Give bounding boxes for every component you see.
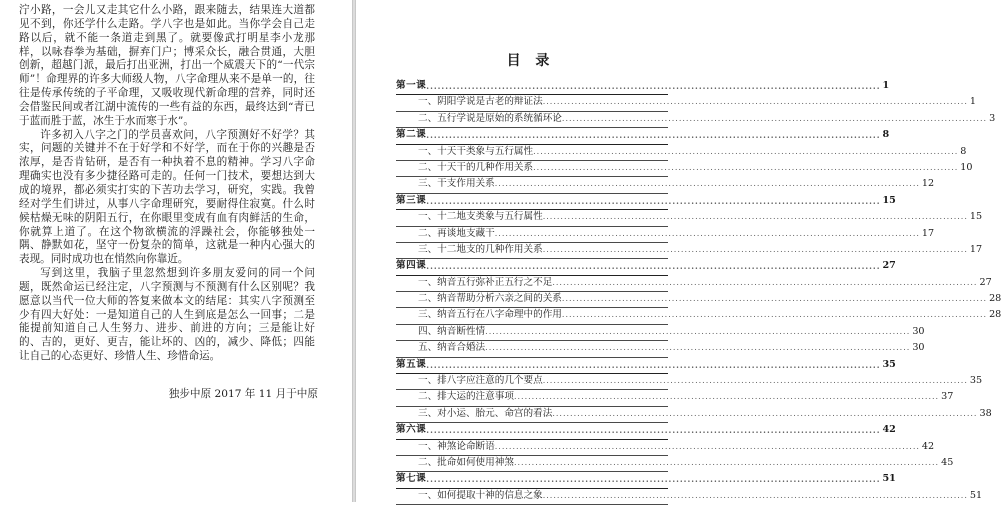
toc-leader-dots: ........................................................................................................................ bbox=[426, 195, 881, 206]
toc-entry-page-number: 1 bbox=[969, 96, 976, 108]
toc-leader-dots: ........................................................................................................................ bbox=[426, 425, 881, 436]
toc-entry-page-number: 27 bbox=[979, 276, 992, 288]
toc-section-entry[interactable] bbox=[396, 276, 992, 292]
toc-section-entry[interactable] bbox=[396, 456, 954, 472]
toc-entry-label: 一、排八字应注意的几个要点 bbox=[418, 375, 543, 387]
toc-section-entry[interactable] bbox=[396, 227, 935, 243]
toc-leader-dots: ........................................................................................................................ bbox=[542, 244, 968, 254]
toc-section-entry[interactable] bbox=[396, 161, 973, 177]
toc-entry-page-number: 12 bbox=[921, 178, 935, 190]
toc-entry-label: 四、纳音断性情 bbox=[418, 325, 486, 337]
toc-entry-page-number: 38 bbox=[979, 407, 992, 419]
toc-leader-dots: ........................................................................................................................ bbox=[542, 212, 968, 222]
toc-lesson-entry[interactable] bbox=[396, 259, 896, 275]
toc-entry-page-number: 15 bbox=[882, 194, 896, 206]
toc-entry-page-number: 45 bbox=[941, 456, 954, 468]
toc-leader-dots: ........................................................................................................................ bbox=[542, 97, 968, 107]
toc-lesson-entry[interactable] bbox=[396, 194, 896, 210]
toc-entry-label: 一、如何提取十神的信息之象 bbox=[418, 489, 543, 501]
toc-entry-page-number: 1 bbox=[882, 79, 890, 91]
toc-section-entry[interactable] bbox=[396, 341, 925, 357]
toc-leader-dots: ........................................................................................................................ bbox=[561, 294, 988, 304]
toc-leader-dots: ........................................................................................................................ bbox=[533, 146, 959, 156]
toc-leader-dots: ........................................................................................................................ bbox=[426, 261, 881, 272]
toc-leader-dots: ........................................................................................................................ bbox=[494, 441, 920, 451]
toc-section-entry[interactable] bbox=[396, 145, 967, 161]
toc-lesson-entry[interactable] bbox=[396, 472, 896, 488]
toc-entry-label: 三、纳音五行在八字命理中的作用 bbox=[418, 309, 562, 321]
toc-entry-page-number: 10 bbox=[960, 161, 973, 173]
toc-entry-page-number: 37 bbox=[941, 391, 954, 403]
toc-section-entry[interactable] bbox=[396, 210, 983, 226]
toc-leader-dots: ........................................................................................................................ bbox=[513, 392, 940, 402]
toc-entry-label: 一、神煞论命断语 bbox=[418, 440, 495, 452]
toc-entry-label: 二、排大运的注意事项 bbox=[418, 391, 514, 403]
toc-entry-page-number: 51 bbox=[882, 473, 896, 485]
toc-entry-label: 一、纳音五行弥补正五行之不足 bbox=[418, 276, 553, 288]
toc-leader-dots: ........................................................................................................................ bbox=[552, 408, 978, 418]
preface-text bbox=[19, 4, 315, 364]
toc-entry-page-number: 15 bbox=[969, 211, 983, 223]
toc-entry-label: 一、十天干类象与五行属性 bbox=[418, 145, 534, 157]
toc-lesson-entry[interactable] bbox=[396, 423, 896, 439]
toc-entry-label: 第六课 bbox=[396, 424, 427, 436]
toc-leader-dots: ........................................................................................................................ bbox=[561, 113, 988, 123]
toc-entry-label: 二、再谈地支藏干 bbox=[418, 227, 495, 239]
toc-leader-dots: ........................................................................................................................ bbox=[533, 162, 959, 172]
toc-entry-page-number: 8 bbox=[882, 129, 890, 141]
toc-entry-page-number: 30 bbox=[912, 342, 925, 354]
toc-leader-dots: ........................................................................................................................ bbox=[426, 80, 881, 91]
toc-entry-label: 三、对小运、胎元、命宫的看法 bbox=[418, 407, 553, 419]
toc-entry-label: 第七课 bbox=[396, 473, 427, 485]
toc-entry-page-number: 42 bbox=[921, 440, 935, 452]
toc-entry-page-number: 17 bbox=[921, 227, 935, 239]
toc-entry-label: 二、五行学说是原始的系统循环论 bbox=[418, 112, 562, 124]
left-page bbox=[0, 0, 352, 502]
toc-entry-label: 第四课 bbox=[396, 260, 427, 272]
table-of-contents bbox=[396, 79, 1001, 505]
paragraph: 泞小路，一会儿又走其它什么小路，跟来随去，结果连大道都见不到，你还学什么走路。学八字也是如此。当你学会自己走路以后，就不能一条道走到黑了。就要像武打明星李小龙那样，以咏春拳为基础，摒弃门户；博采众长，融合贯通，大胆创新，超越门派，最后打出亚洲，打出一个威震天下的“一代宗师”！命理界的许多大师级人物，八字命理从来不是单一的，往往是传承传统的子平命理，又吸收现代新命理的营养，同时还会借鉴民间或者江湖中流传的一些有益的东西，最终达到“青已于蓝而胜于蓝，冰生于水而寒于水”。 bbox=[19, 4, 315, 127]
toc-lesson-entry[interactable] bbox=[396, 358, 896, 374]
toc-leader-dots: ........................................................................................................................ bbox=[542, 490, 968, 500]
toc-section-entry[interactable] bbox=[396, 440, 935, 456]
toc-entry-label: 第一课 bbox=[396, 79, 427, 91]
toc-section-entry[interactable] bbox=[396, 243, 983, 259]
toc-entry-label: 三、十二地支的几种作用关系 bbox=[418, 243, 543, 255]
toc-entry-page-number: 8 bbox=[960, 145, 967, 157]
toc-entry-page-number: 3 bbox=[989, 112, 996, 124]
toc-section-entry[interactable] bbox=[396, 112, 996, 128]
toc-section-entry[interactable] bbox=[396, 325, 925, 341]
author-signature: 独步中原 2017 年 11 月于中原 bbox=[168, 388, 318, 400]
toc-section-entry[interactable] bbox=[396, 95, 976, 111]
right-page bbox=[356, 0, 1001, 502]
toc-section-entry[interactable] bbox=[396, 308, 1001, 324]
toc-section-entry[interactable] bbox=[396, 374, 983, 390]
toc-section-entry[interactable] bbox=[396, 489, 983, 505]
toc-entry-label: 二、批命如何使用神煞 bbox=[418, 456, 514, 468]
paragraph: 许多初入八字之门的学员喜欢问，八字预测好不好学？其实，问题的关键并不在于好学和不好学，而在于你的兴趣是否浓厚，是否肯钻研，是否有一种执着不息的精神。学习八字命理确实也没有多少捷径路可走的。任何一门技术，要想达到大成的境界，都必须实打实的下苦功去学习，研究，实践。我曾经对学生们讲过，从事八字命理研究，要耐得住寂寞。什么时候枯燥无味的阴阳五行，在你眼里变成有血有肉鲜活的生命，你就算上道了。在这个物欲横流的浮躁社会，你能够独处一隅、静默如花，坚守一份复杂的简单，这就是一种内心强大的表现。同时成功也在悄然向你靠近。 bbox=[19, 128, 315, 266]
toc-entry-page-number: 28 bbox=[989, 293, 1001, 305]
toc-entry-page-number: 35 bbox=[882, 358, 896, 370]
toc-section-entry[interactable] bbox=[396, 390, 954, 406]
toc-entry-label: 二、十天干的几种作用关系 bbox=[418, 161, 534, 173]
toc-leader-dots: ........................................................................................................................ bbox=[426, 359, 881, 370]
toc-leader-dots: ........................................................................................................................ bbox=[561, 310, 988, 320]
toc-title: 目 录 bbox=[506, 53, 555, 69]
toc-entry-label: 二、纳音帮助分析六亲之间的关系 bbox=[418, 293, 562, 305]
paragraph: 写到这里，我脑子里忽然想到许多朋友爱问的同一个问题，既然命运已经注定，八字预测与不预测有什么区别呢？我愿意以当代一位大师的答复来做本文的结尾：其实八字预测至少有四大好处：一是知道自己的人生到底是怎么一回事；二是能提前知道自己人生努力、进步、前进的方向；三是能让好的、吉的，更好、更吉，能让坏的、凶的，减少、降低；四能让自己的心态更好、珍惜人生、珍惜命运。 bbox=[19, 267, 315, 363]
toc-entry-label: 第三课 bbox=[396, 194, 427, 206]
toc-leader-dots: ........................................................................................................................ bbox=[485, 326, 911, 336]
toc-entry-page-number: 27 bbox=[882, 260, 896, 272]
toc-entry-page-number: 42 bbox=[882, 424, 896, 436]
toc-leader-dots: ........................................................................................................................ bbox=[426, 474, 881, 485]
toc-entry-page-number: 51 bbox=[969, 489, 983, 501]
toc-entry-page-number: 28 bbox=[989, 309, 1001, 321]
toc-entry-label: 第二课 bbox=[396, 129, 427, 141]
toc-leader-dots: ........................................................................................................................ bbox=[494, 228, 920, 238]
toc-entry-label: 五、纳音合婚法 bbox=[418, 342, 486, 354]
toc-entry-label: 第五课 bbox=[396, 358, 427, 370]
toc-leader-dots: ........................................................................................................................ bbox=[552, 277, 978, 287]
toc-leader-dots: ........................................................................................................................ bbox=[513, 457, 940, 467]
toc-leader-dots: ........................................................................................................................ bbox=[426, 130, 881, 141]
toc-entry-label: 一、阴阳学说是古老的辩证法 bbox=[418, 96, 543, 108]
toc-lesson-entry[interactable] bbox=[396, 79, 890, 95]
toc-lesson-entry[interactable] bbox=[396, 128, 890, 144]
toc-leader-dots: ........................................................................................................................ bbox=[494, 179, 920, 189]
toc-section-entry[interactable] bbox=[396, 292, 1001, 308]
toc-section-entry[interactable] bbox=[396, 407, 992, 423]
toc-entry-page-number: 17 bbox=[969, 243, 983, 255]
toc-section-entry[interactable] bbox=[396, 177, 935, 193]
toc-entry-page-number: 35 bbox=[969, 375, 983, 387]
toc-leader-dots: ........................................................................................................................ bbox=[485, 343, 911, 353]
toc-entry-label: 三、干支作用关系 bbox=[418, 178, 495, 190]
toc-leader-dots: ........................................................................................................................ bbox=[542, 376, 968, 386]
toc-entry-page-number: 30 bbox=[912, 325, 925, 337]
toc-entry-label: 一、十二地支类象与五行属性 bbox=[418, 211, 543, 223]
